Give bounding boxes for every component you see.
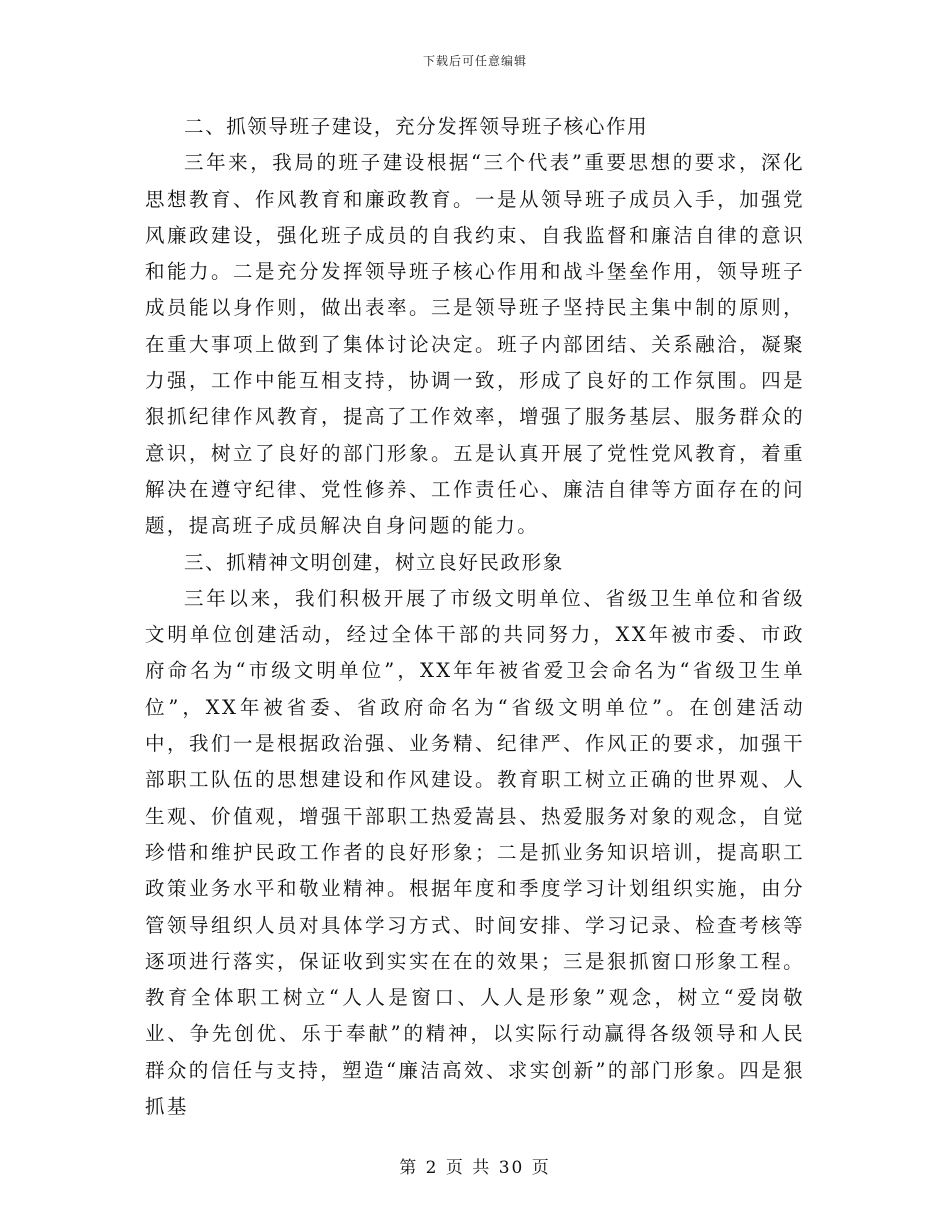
- footer-suffix: 页: [531, 1158, 551, 1178]
- total-page-count: 30: [498, 1158, 525, 1178]
- document-body: [145, 109, 805, 1125]
- body-paragraph: 三年以来，我们积极开展了市级文明单位、省级卫生单位和省级文明单位创建活动，经过全体干部的共同努力，XX年被市委、市政府命名为“市级文明单位”，XX年年被省爱卫会命名为“省级卫生单位”，XX年被省委、省政府命名为“省级文明单位”。在创建活动中，我们一是根据政治强、业务精、纪律严、作风正的要求，加强干部职工队伍的思想建设和作风建设。教育职工树立正确的世界观、人生观、价值观，增强干部职工热爱嵩县、热爱服务对象的观念，自觉珍惜和维护民政工作者的良好形象；二是抓业务知识培训，提高职工政策业务水平和敬业精神。根据年度和季度学习计划组织实施，由分管领导组织人员对具体学习方式、时间安排、学习记录、检查考核等逐项进行落实，保证收到实实在在的效果；三是狠抓窗口形象工程。教育全体职工树立“人人是窗口、人人是形象”观念，树立“爱岗敬业、争先创优、乐于奉献”的精神，以实际行动赢得各级领导和人民群众的信任与支持，塑造“廉洁高效、求实创新”的部门形象。四是狠抓基: [145, 586, 805, 1119]
- footer-prefix: 第: [399, 1158, 419, 1178]
- section-heading-3: 三、抓精神文明创建，树立良好民政形象: [184, 550, 564, 574]
- page-header-note: 下载后可任意编辑: [422, 54, 527, 68]
- body-paragraph: 三年来，我局的班子建设根据“三个代表”重要思想的要求，深化思想教育、作风教育和廉政教育。一是从领导班子成员入手，加强党风廉政建设，强化班子成员的自我约束、自我监督和廉洁自律的意识和能力。二是充分发挥领导班子核心作用和战斗堡垒作用，领导班子成员能以身作则，做出表率。三是领导班子坚持民主集中制的原则，在重大事项上做到了集体讨论决定。班子内部团结、关系融洽，凝聚力强，工作中能互相支持，协调一致，形成了良好的工作氛围。四是狠抓纪律作风教育，提高了工作效率，增强了服务基层、服务群众的意识，树立了良好的部门形象。五是认真开展了党性党风教育，着重解决在遵守纪律、党性修养、工作责任心、廉洁自律等方面存在的问题，提高班子成员解决自身问题的能力。: [145, 151, 805, 538]
- page-number-footer: [0, 1153, 950, 1178]
- section-heading-2: 二、抓领导班子建设，充分发挥领导班子核心作用: [184, 115, 649, 138]
- footer-middle: 页 共: [445, 1158, 492, 1178]
- current-page-number: 2: [425, 1158, 439, 1178]
